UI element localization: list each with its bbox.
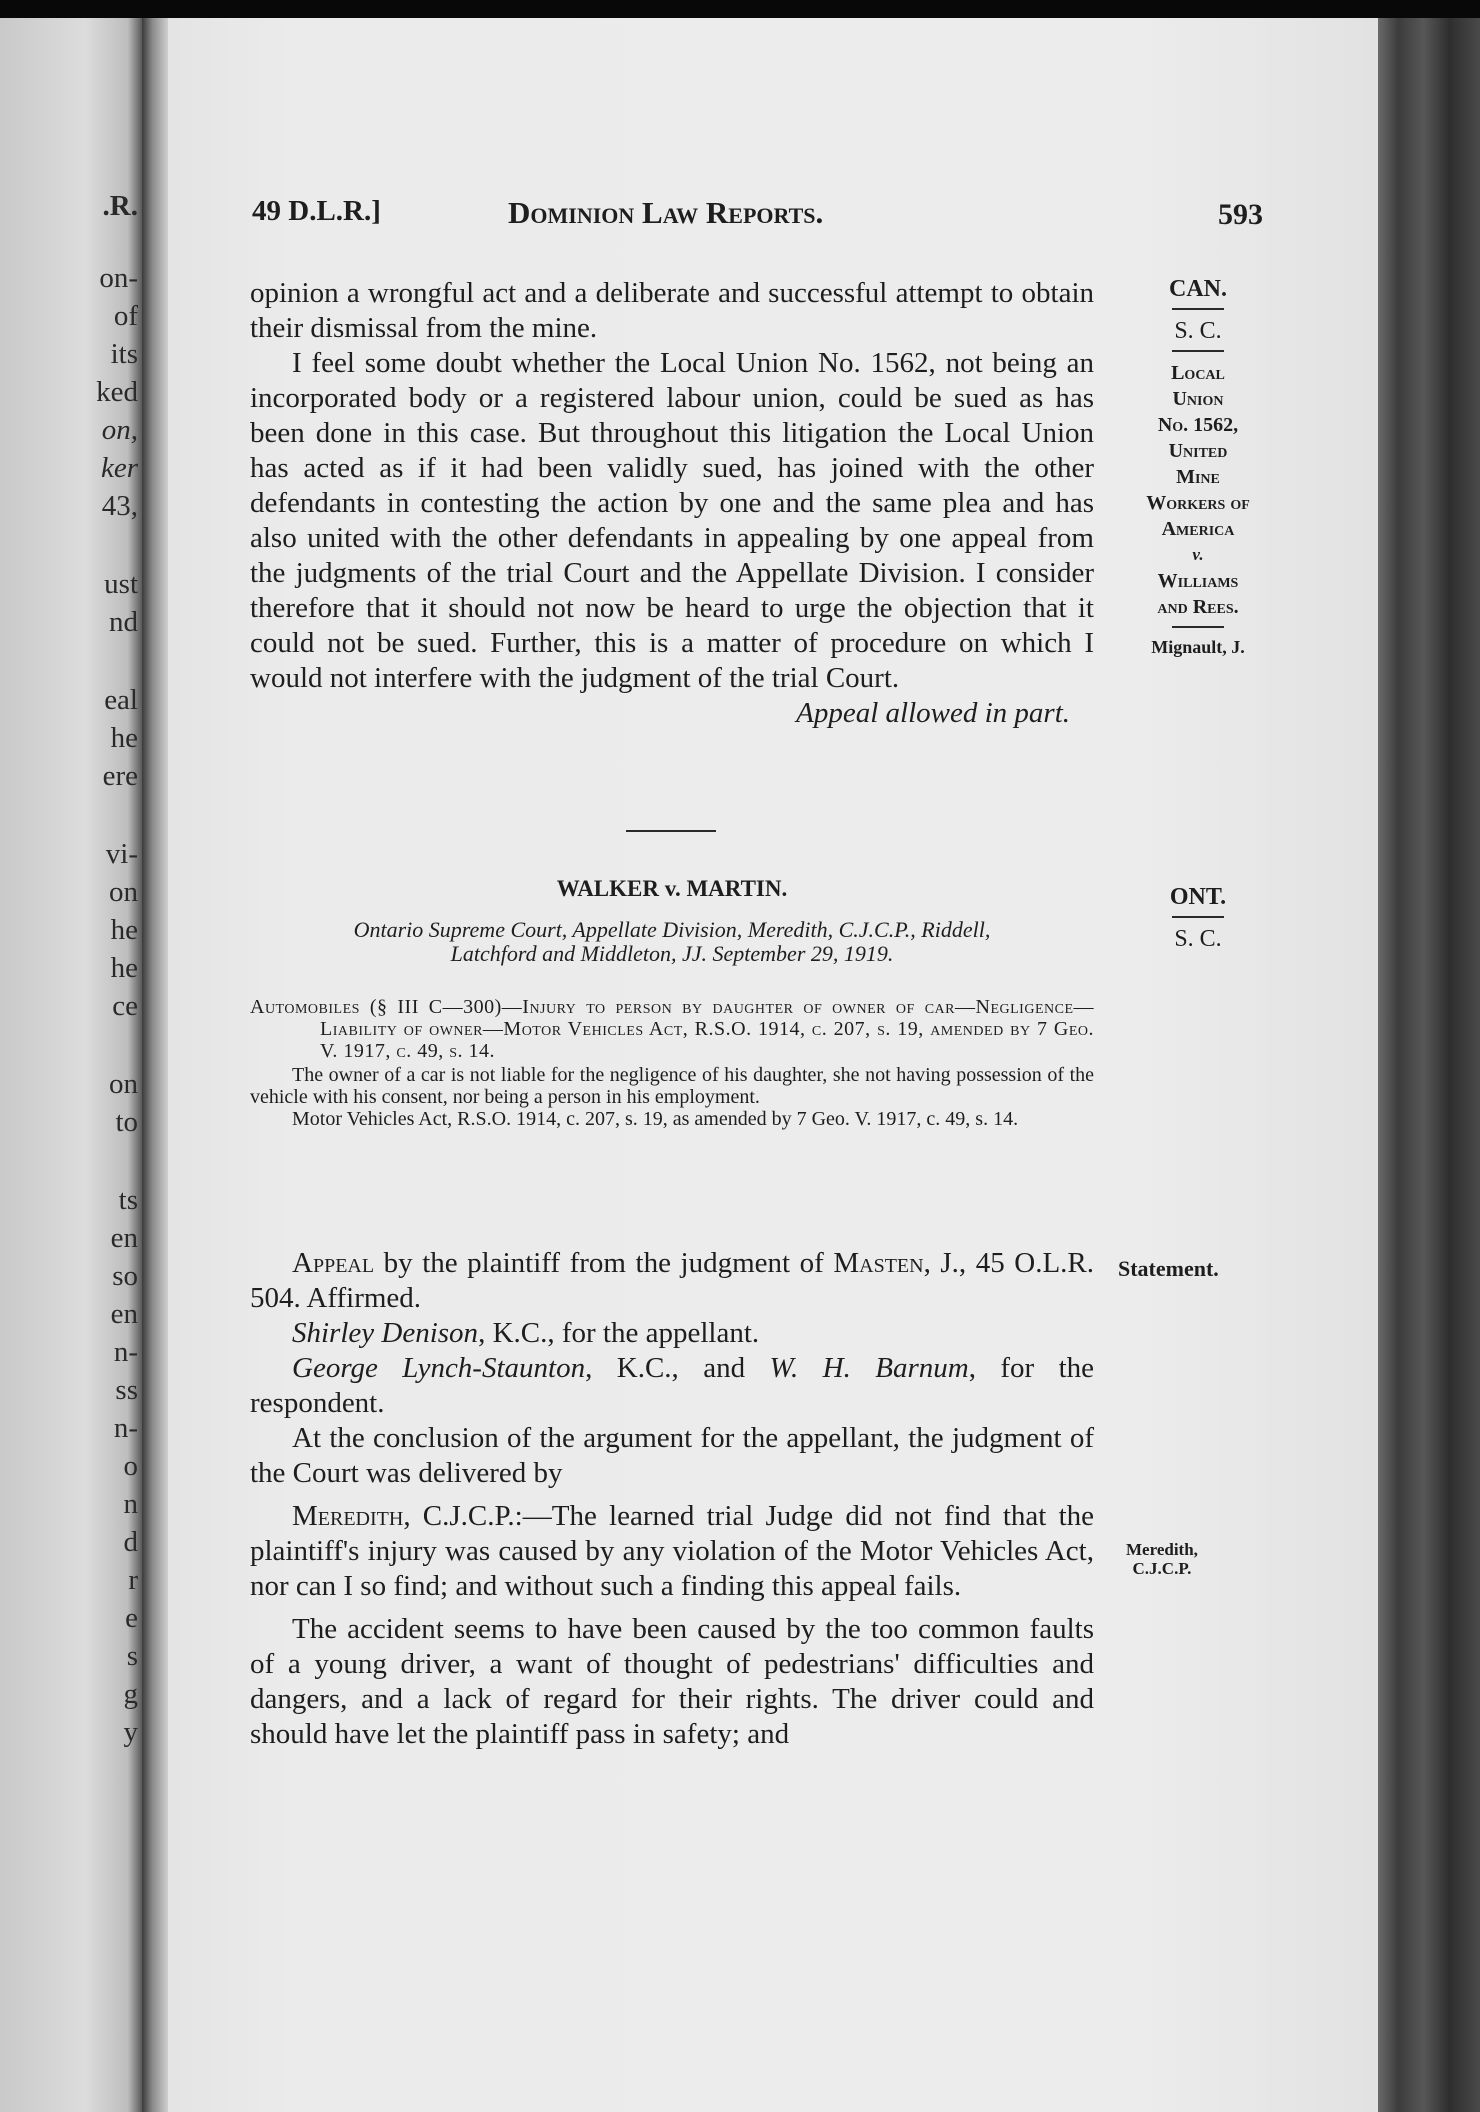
- court-info: [250, 918, 1094, 966]
- left-page-fragment: of: [113, 300, 138, 332]
- left-page-fragment: n-: [113, 1336, 138, 1368]
- top-section: [250, 276, 1094, 731]
- judgment-sidenote: Meredith, C.J.C.P.: [1126, 1540, 1198, 1578]
- left-page-fragment: nd: [109, 606, 138, 638]
- left-page-fragment: ce: [112, 990, 138, 1022]
- left-page-fragment: on-: [99, 262, 138, 294]
- left-page-fragment: ts: [118, 1184, 138, 1216]
- left-page-fragment: ust: [104, 568, 138, 600]
- case-sidenote: [1118, 884, 1278, 952]
- sidenote-case-line: America: [1161, 518, 1235, 540]
- left-page-fragment: on: [109, 1068, 138, 1100]
- header-volume: 49 D.L.R.]: [252, 195, 381, 227]
- left-page-edge: [0, 18, 142, 2112]
- top-paragraph-1: opinion a wrongful act and a deliberate and successful attempt to obtain their dismissal from the mine.: [250, 277, 1094, 344]
- sidenote-case-line: No. 1562,: [1157, 414, 1239, 436]
- left-page-fragment: ker: [100, 452, 138, 484]
- sidenote-case-line: and Rees.: [1157, 596, 1239, 618]
- left-page-fragment: y: [123, 1716, 138, 1748]
- top-paragraph-2: [250, 346, 1094, 729]
- left-page-fragment: d: [123, 1526, 138, 1558]
- left-page-fragment: 43,: [101, 490, 138, 522]
- sidenote-case-line: Williams: [1157, 570, 1239, 592]
- sidenote-rule: [1172, 916, 1224, 918]
- headnote-catchwords: Automobiles (§ III C—300)—Injury to person by daughter of owner of car—Negligence—Liability of owner—Motor Vehicles Act, R.S.O. 1914, c. 207, s. 19, amended by 7 Geo. V. 1917, c. 49, s. 14.: [250, 996, 1094, 1062]
- top-paragraph-2-text: I feel some doubt whether the Local Union No. 1562, not being an incorporated body or a registered labour union, could be sued as has been done in this case. But throughout this litigation the Local Union has acted as if it had been validly sued, has joined with the other defendants in contesting the action by one and the same plea and has also united with the other defendants in appealing by one appeal from the judgments of the trial Court and the Appellate Division. I consider therefore that it should not now be heard to urge the objection that it could not be sued. Further, this is a matter of procedure on which I would not interfere with the judgment of the trial Court.: [250, 347, 1094, 694]
- left-page-fragment: on,: [101, 414, 138, 446]
- header-title: Dominion Law Reports.: [508, 195, 824, 230]
- left-page-fragment: to: [115, 1106, 138, 1138]
- left-page-fragment: o: [123, 1450, 138, 1482]
- top-sidenote: [1118, 276, 1278, 660]
- counsel-appellant: Shirley Denison, K.C., for the appellant.: [292, 1317, 760, 1349]
- left-page-fragment: he: [110, 914, 138, 946]
- left-page-fragment: eal: [104, 684, 138, 716]
- case-title: WALKER v. MARTIN.: [556, 876, 788, 901]
- counsel-respondent: George Lynch-Staunton, K.C., and W. H. Barnum, for the respondent.: [250, 1352, 1094, 1419]
- sidenote-court: S. C.: [1174, 318, 1222, 344]
- case-jurisdiction: ONT.: [1169, 884, 1227, 910]
- left-page-fragment: .R.: [102, 190, 138, 222]
- court-line-1: Ontario Supreme Court, Appellate Division, Meredith, C.J.C.P., Riddell,: [353, 917, 991, 942]
- statement-appeal: Appeal by the plaintiff from the judgment of Masten, J., 45 O.L.R. 504. Affirmed.: [250, 1247, 1095, 1314]
- headnote-statute: Motor Vehicles Act, R.S.O. 1914, c. 207, s. 19, as amended by 7 Geo. V. 1917, c. 49, s. 14.: [292, 1108, 1019, 1130]
- statement-sidenote: Statement.: [1118, 1256, 1219, 1281]
- headnote: [250, 996, 1094, 1130]
- headnote-holding: The owner of a car is not liable for the negligence of his daughter, she not having possession of the vehicle with his consent, nor being a person in his employment.: [250, 1064, 1094, 1108]
- judgment-paragraph-2: The accident seems to have been caused by the too common faults of a young driver, a want of thought of pedestrians' difficulties and dangers, and a lack of regard for their rights. The driver could and should have let the plaintiff pass in safety; and: [250, 1613, 1094, 1750]
- left-page-fragment: he: [110, 952, 138, 984]
- statement-section: [250, 1246, 1094, 1752]
- section-divider: [626, 830, 716, 832]
- left-page-fragment: en: [110, 1222, 138, 1254]
- court-line-2: Latchford and Middleton, JJ. September 29, 1919.: [450, 941, 894, 966]
- sidenote-case-line: v.: [1192, 545, 1204, 564]
- left-page-fragment: its: [110, 338, 138, 370]
- left-page-fragment: s: [126, 1640, 138, 1672]
- right-page-edge: [1378, 18, 1480, 2112]
- left-page-fragment: n-: [113, 1412, 138, 1444]
- left-page-fragment: ss: [115, 1374, 138, 1406]
- judgment-paragraph-1: Meredith, C.J.C.P.:—The learned trial Judge did not find that the plaintiff's injury was caused by any violation of the Motor Vehicles Act, nor can I so find; and without such a finding this appeal fails.: [250, 1500, 1095, 1602]
- sidenote-jurisdiction: CAN.: [1169, 276, 1227, 302]
- sidenote-rule: [1172, 626, 1224, 628]
- left-page-fragment: n: [123, 1488, 138, 1520]
- case-court: S. C.: [1174, 926, 1222, 952]
- scan-top-border: [0, 0, 1480, 18]
- left-page-fragment: e: [125, 1602, 138, 1634]
- sidenote-rule: [1172, 308, 1224, 310]
- left-page-fragment: g: [123, 1678, 138, 1710]
- left-page-fragment: r: [128, 1564, 138, 1596]
- sidenote-case-name: [1118, 360, 1278, 620]
- sidenote-case-line: United: [1168, 440, 1228, 462]
- sidenote-case-line: Workers of: [1146, 492, 1250, 514]
- conclusion-text: At the conclusion of the argument for the appellant, the judgment of the Court was delivered by: [250, 1422, 1094, 1489]
- left-page-fragment: on: [109, 876, 138, 908]
- sidenote-case-line: Union: [1172, 388, 1224, 410]
- left-page-fragment: vi-: [105, 838, 138, 870]
- left-page-fragment: en: [110, 1298, 138, 1330]
- left-page-fragment: ere: [102, 760, 138, 792]
- sidenote-case-line: Mine: [1176, 466, 1220, 488]
- sidenote-case-line: Local: [1171, 362, 1225, 384]
- left-page-fragment: so: [112, 1260, 138, 1292]
- disposition: Appeal allowed in part.: [796, 697, 1070, 729]
- header-page-number: 593: [1218, 198, 1263, 231]
- left-page-fragment: ked: [96, 376, 138, 408]
- sidenote-rule: [1172, 350, 1224, 352]
- sidenote-judge: Mignault, J.: [1151, 637, 1245, 657]
- book-gutter: [142, 18, 168, 2112]
- left-page-fragment: he: [110, 722, 138, 754]
